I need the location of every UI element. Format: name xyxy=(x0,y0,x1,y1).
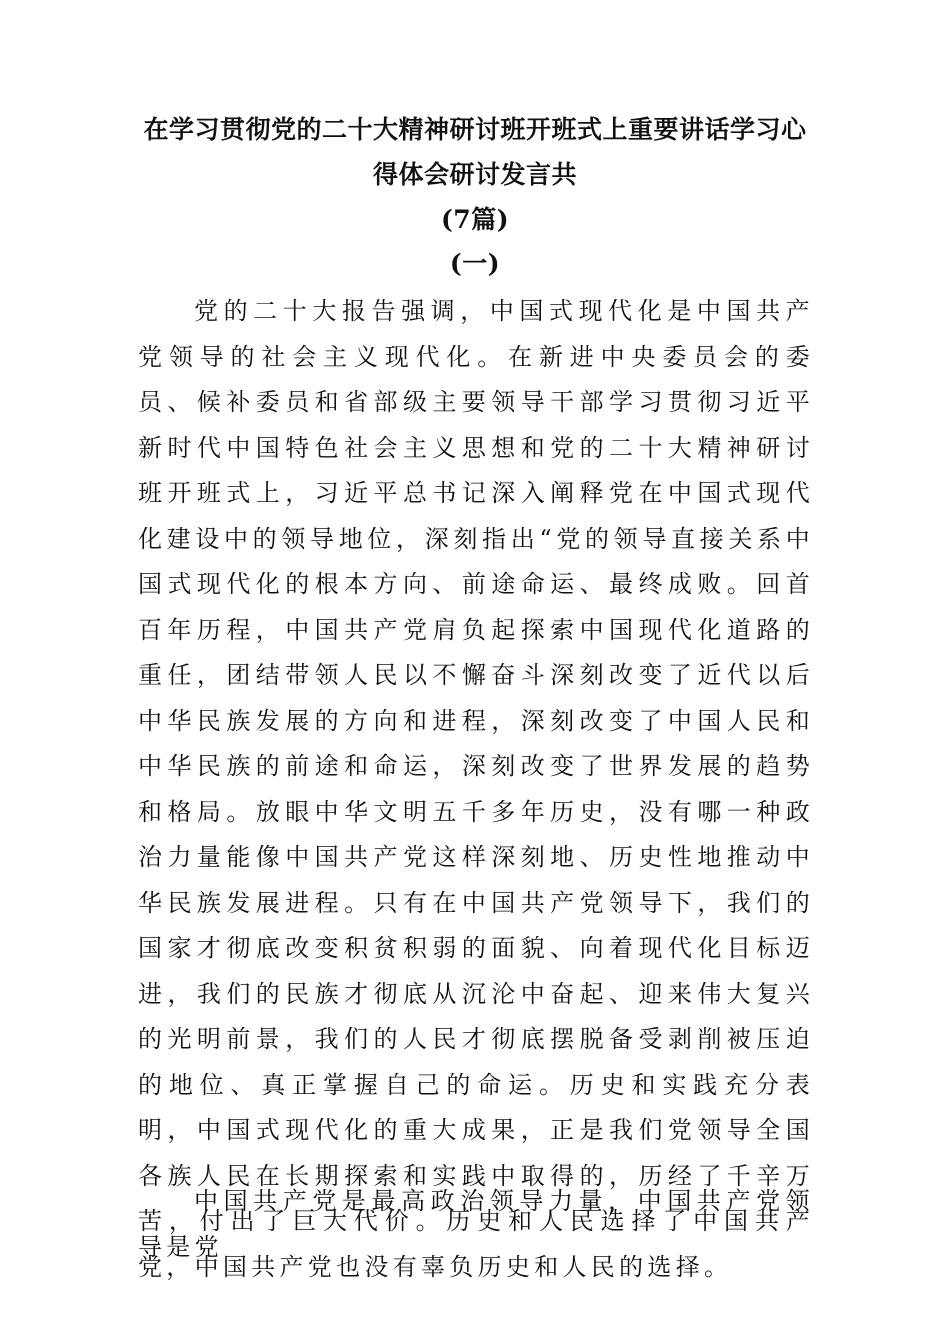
body-paragraph-2: 中国共产党是最高政治领导力量，中国共产党领导是党 xyxy=(138,1187,814,1261)
document-title-line-2: 得体会研讨发言共 xyxy=(372,160,577,189)
section-number: (一) xyxy=(449,249,501,278)
body-paragraph-1: 党的二十大报告强调，中国式现代化是中国共产党领导的社会主义现代化。在新进中央委员会的委员、候补委员和省部级主要领导干部学习贯彻习近平新时代中国特色社会主义思想和党的二十大精神研讨班开班式上，习近平总书记深入阐释党在中国式现代化建设中的领导地位，深刻指出“党的领导直接关系中国式现代化的根本方向、前途命运、最终成败。回首百年历程，中国共产党肩负起探索中国现代化道路的重任，团结带领人民以不懈奋斗深刻改变了近代以后中华民族发展的方向和进程，深刻改变了中国人民和中华民族的前途和命运，深刻改变了世界发展的趋势和格局。放眼中华文明五千多年历史，没有哪一种政治力量能像中国共产党这样深刻地、历史性地推动中华民族发展进程。只有在中国共产党领导下，我们的国家才彻底改变积贫积弱的面貌、向着现代化目标迈进，我们的民族才彻底从沉沦中奋起、迎来伟大复兴的光明前景，我们的人民才彻底摆脱备受剥削被压迫的地位、真正掌握自己的命运。历史和实践充分表明，中国式现代化的重大成果，正是我们党领导全国各族人民在长期探索和实践中取得的，历经了千辛万苦，付出了巨大代价。历史和人民选择了中国共产党，中国共产党也没有辜负历史和人民的选择。 xyxy=(138,297,814,1281)
document-title-count: (7篇) xyxy=(440,205,510,234)
document-title-line-1: 在学习贯彻党的二十大精神研讨班开班式上重要讲话学习心 xyxy=(143,115,807,144)
